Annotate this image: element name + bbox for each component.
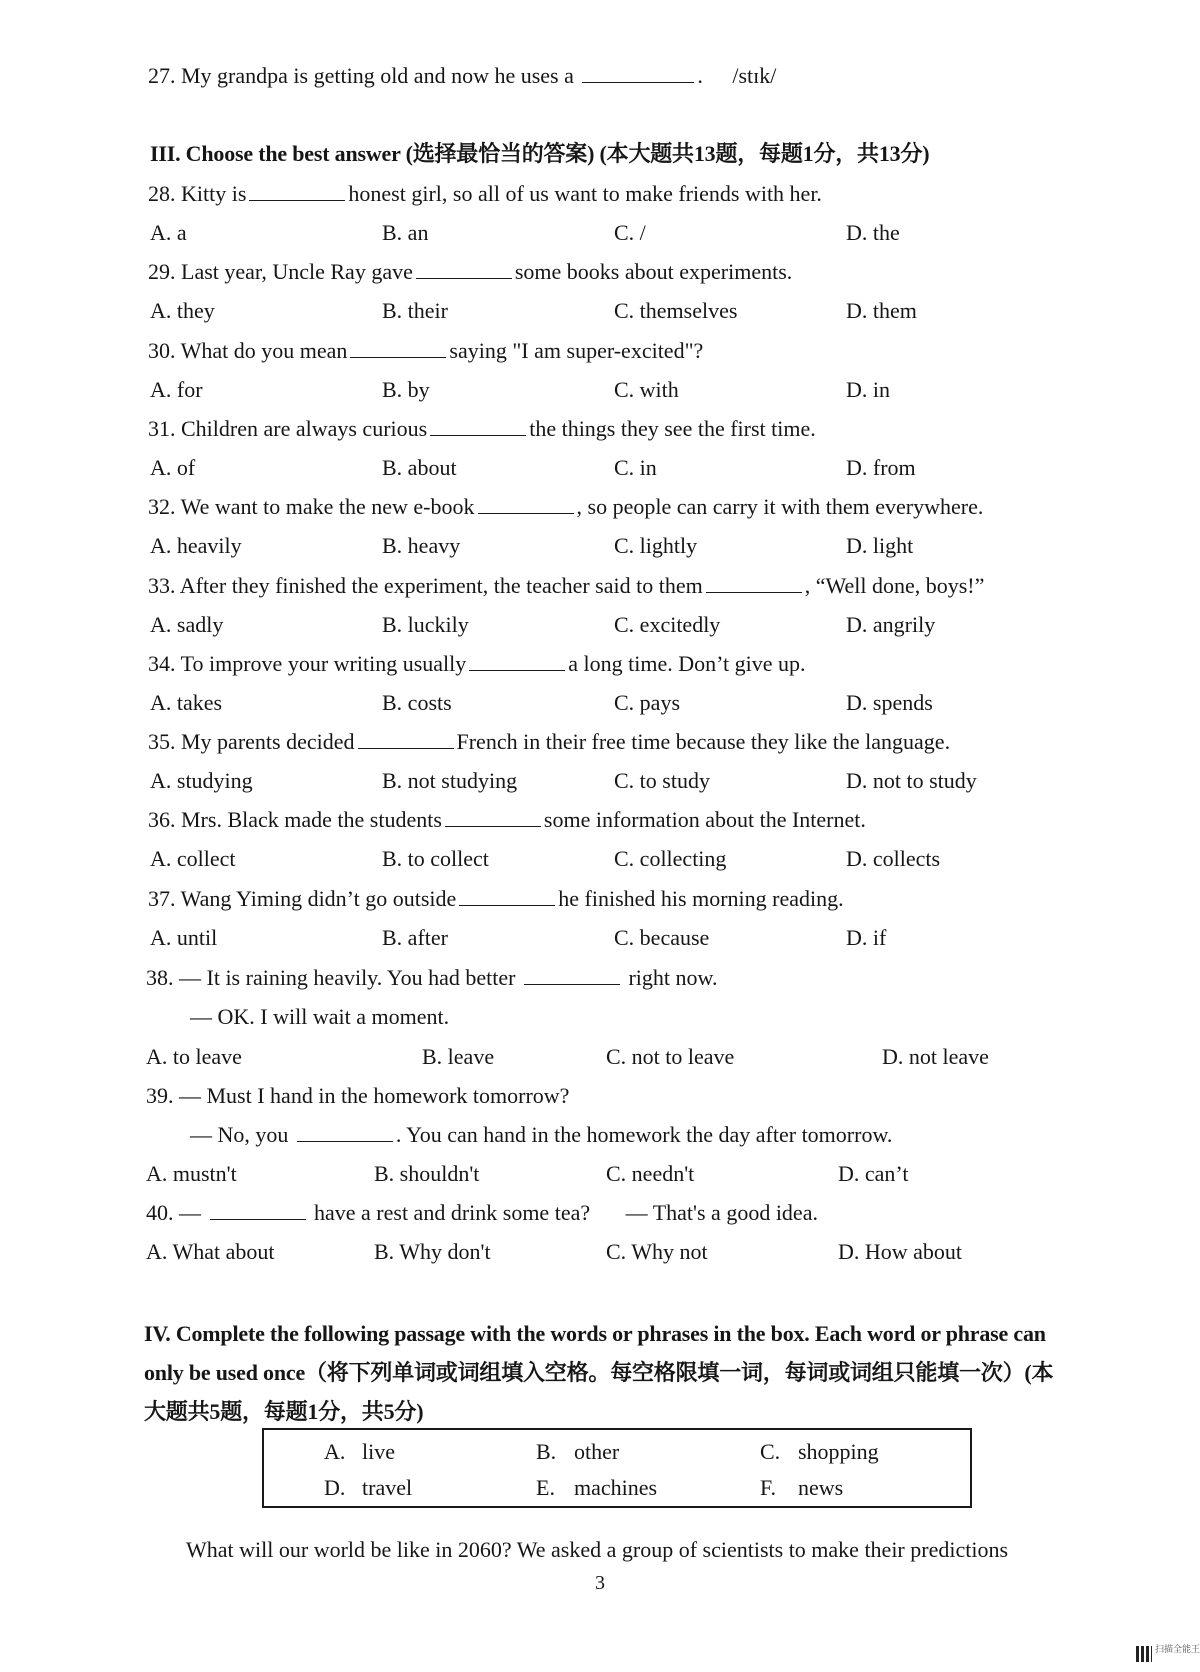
option-b[interactable]: B. after (382, 925, 448, 950)
option-b[interactable]: B. Why don't (374, 1239, 491, 1264)
option-a[interactable]: A. What about (146, 1239, 275, 1264)
item-word: machines (574, 1475, 658, 1500)
answer-blank[interactable] (469, 650, 565, 671)
question-stem (148, 650, 806, 678)
option-c[interactable]: C. needn't (606, 1161, 695, 1186)
option-b[interactable]: B. shouldn't (374, 1161, 480, 1186)
item-letter: C. (760, 1439, 781, 1464)
option-d[interactable]: D. angrily (846, 612, 936, 637)
question-40-start: 40. — (146, 1200, 201, 1225)
question-text-end: , so people can carry it with them everywhere. (576, 494, 984, 519)
option-a[interactable]: A. of (150, 455, 196, 480)
option-a[interactable]: A. takes (150, 690, 223, 715)
option-d[interactable]: D. light (846, 533, 914, 558)
option-d[interactable]: D. not leave (882, 1044, 989, 1069)
option-a[interactable]: A. a (150, 220, 187, 245)
answer-blank[interactable] (430, 415, 526, 436)
word-box-item (760, 1474, 843, 1502)
answer-blank[interactable] (445, 806, 541, 827)
option-a[interactable]: A. until (150, 925, 218, 950)
option-c[interactable]: C. themselves (614, 298, 738, 323)
page-number: 3 (595, 1572, 605, 1594)
option-d[interactable]: D. collects (846, 846, 941, 871)
word-box-item (324, 1438, 395, 1466)
phonetic-hint: /stɪk/ (732, 63, 777, 88)
option-a[interactable]: A. for (150, 377, 203, 402)
question-40-end: have a rest and drink some tea? (314, 1200, 591, 1225)
scanner-watermark: 扫描全能王 (1155, 1645, 1200, 1655)
option-c[interactable]: C. pays (614, 690, 680, 715)
passage-text: What will our world be like in 2060? We asked a group of scientists to make their predictions (186, 1537, 1009, 1562)
question-stem (148, 258, 792, 286)
word-box-item (760, 1438, 879, 1466)
question-text: 30. What do you mean (148, 338, 348, 363)
option-b[interactable]: B. not studying (382, 768, 518, 793)
question-text: 32. We want to make the new e-book (148, 494, 475, 519)
option-a[interactable]: A. they (150, 298, 215, 323)
word-box-item (536, 1474, 657, 1502)
question-stem (148, 806, 866, 834)
option-c[interactable]: C. not to leave (606, 1044, 735, 1069)
option-d[interactable]: D. How about (838, 1239, 963, 1264)
question-text: 37. Wang Yiming didn’t go outside (148, 886, 457, 911)
question-text-end: saying "I am super-excited"? (449, 338, 704, 363)
qr-code-icon (1136, 1646, 1152, 1662)
item-letter: B. (536, 1439, 557, 1464)
answer-blank[interactable] (478, 493, 574, 514)
option-a[interactable]: A. mustn't (146, 1161, 237, 1186)
question-40 (146, 1199, 818, 1227)
question-text-end: a long time. Don’t give up. (568, 651, 806, 676)
option-c[interactable]: C. to study (614, 768, 710, 793)
item-letter: A. (324, 1439, 346, 1464)
answer-blank[interactable] (459, 885, 555, 906)
answer-blank[interactable] (524, 964, 620, 985)
option-c[interactable]: C. in (614, 455, 657, 480)
section-3-header: III. Choose the best answer (选择最恰当的答案) (本大题共13题，每题1分，共13分) (150, 141, 930, 166)
question-text-end: some information about the Internet. (543, 807, 866, 832)
question-38-line1-end: right now. (628, 965, 718, 990)
word-box-item (324, 1474, 412, 1502)
option-c[interactable]: C. lightly (614, 533, 698, 558)
option-a[interactable]: A. collect (150, 846, 236, 871)
question-stem (148, 337, 703, 365)
option-d[interactable]: D. from (846, 455, 916, 480)
question-40-reply: — That's a good idea. (625, 1200, 818, 1225)
question-39-reply (190, 1121, 892, 1149)
question-stem (148, 572, 984, 600)
option-c[interactable]: C. / (614, 220, 646, 245)
question-text: 29. Last year, Uncle Ray gave (148, 259, 413, 284)
option-b[interactable]: B. their (382, 298, 448, 323)
item-word: travel (362, 1475, 413, 1500)
answer-blank[interactable] (416, 258, 512, 279)
option-c[interactable]: C. with (614, 377, 679, 402)
option-b[interactable]: B. costs (382, 690, 452, 715)
option-a[interactable]: A. studying (150, 768, 253, 793)
option-a[interactable]: A. to leave (146, 1044, 242, 1069)
option-c[interactable]: C. because (614, 925, 710, 950)
option-c[interactable]: C. excitedly (614, 612, 721, 637)
option-b[interactable]: B. about (382, 455, 457, 480)
section-4-header-line-3: 大题共5题，每题1分，共5分) (144, 1399, 424, 1424)
question-text-end: he finished his morning reading. (558, 886, 844, 911)
option-d[interactable]: D. spends (846, 690, 933, 715)
answer-blank[interactable] (297, 1121, 393, 1142)
question-39-reply-start: — No, you (190, 1122, 289, 1147)
option-a[interactable]: A. heavily (150, 533, 242, 558)
option-b[interactable]: B. an (382, 220, 429, 245)
word-box-item (536, 1438, 619, 1466)
answer-blank[interactable] (582, 62, 694, 83)
question-38-line1: 38. — It is raining heavily. You had better (146, 965, 516, 990)
option-c[interactable]: C. Why not (606, 1239, 708, 1264)
question-stem (148, 415, 816, 443)
question-38 (146, 964, 717, 992)
option-d[interactable]: D. if (846, 925, 887, 950)
item-word: other (574, 1439, 620, 1464)
question-text-end: honest girl, so all of us want to make friends with her. (348, 181, 822, 206)
question-text: 34. To improve your writing usually (148, 651, 467, 676)
option-d[interactable]: D. can’t (838, 1161, 909, 1186)
question-text: 31. Children are always curious (148, 416, 428, 441)
question-text-end: the things they see the first time. (529, 416, 816, 441)
question-38-reply: — OK. I will wait a moment. (190, 1004, 450, 1029)
answer-blank[interactable] (706, 572, 802, 593)
item-letter: D. (324, 1475, 346, 1500)
answer-blank[interactable] (350, 337, 446, 358)
item-letter: E. (536, 1475, 555, 1500)
question-27: 27. My grandpa is getting old and now he uses a . /stɪk/ (148, 63, 777, 88)
item-letter: F. (760, 1475, 776, 1500)
question-39: 39. — Must I hand in the homework tomorrow? (146, 1083, 570, 1108)
option-d[interactable]: D. not to study (846, 768, 977, 793)
word-box (262, 1428, 972, 1508)
question-text: 35. My parents decided (148, 729, 355, 754)
option-b[interactable]: B. by (382, 377, 430, 402)
option-a[interactable]: A. sadly (150, 612, 224, 637)
option-d[interactable]: D. them (846, 298, 917, 323)
question-text: 28. Kitty is (148, 181, 247, 206)
question-39-reply-end: . You can hand in the homework the day after tomorrow. (395, 1122, 893, 1147)
option-b[interactable]: B. leave (422, 1044, 495, 1069)
question-text-end: French in their free time because they like the language. (456, 729, 951, 754)
option-b[interactable]: B. luckily (382, 612, 469, 637)
question-text: 36. Mrs. Black made the students (148, 807, 442, 832)
answer-blank[interactable] (249, 180, 345, 201)
question-text-end: some books about experiments. (514, 259, 793, 284)
option-b[interactable]: B. heavy (382, 533, 461, 558)
option-b[interactable]: B. to collect (382, 846, 489, 871)
question-stem (148, 180, 822, 208)
option-d[interactable]: D. the (846, 220, 900, 245)
option-d[interactable]: D. in (846, 377, 890, 402)
question-27-text: 27. My grandpa is getting old and now he uses a (148, 63, 574, 88)
item-word: shopping (798, 1439, 879, 1464)
section-4-header-line-1: IV. Complete the following passage with the words or phrases in the box. Each word or phrase can (144, 1321, 1046, 1346)
question-text-end: , “Well done, boys!” (804, 573, 985, 598)
item-word: live (362, 1439, 395, 1464)
answer-blank[interactable] (210, 1199, 306, 1220)
question-stem (148, 493, 983, 521)
question-text: 33. After they finished the experiment, the teacher said to them (148, 573, 703, 598)
section-4-header-line-2: only be used once（将下列单词或词组填入空格。每空格限填一词，每词或词组只能填一次）(本 (144, 1360, 1054, 1385)
option-c[interactable]: C. collecting (614, 846, 727, 871)
answer-blank[interactable] (358, 728, 454, 749)
question-stem (148, 885, 844, 913)
question-stem (148, 728, 950, 756)
item-word: news (798, 1475, 844, 1500)
